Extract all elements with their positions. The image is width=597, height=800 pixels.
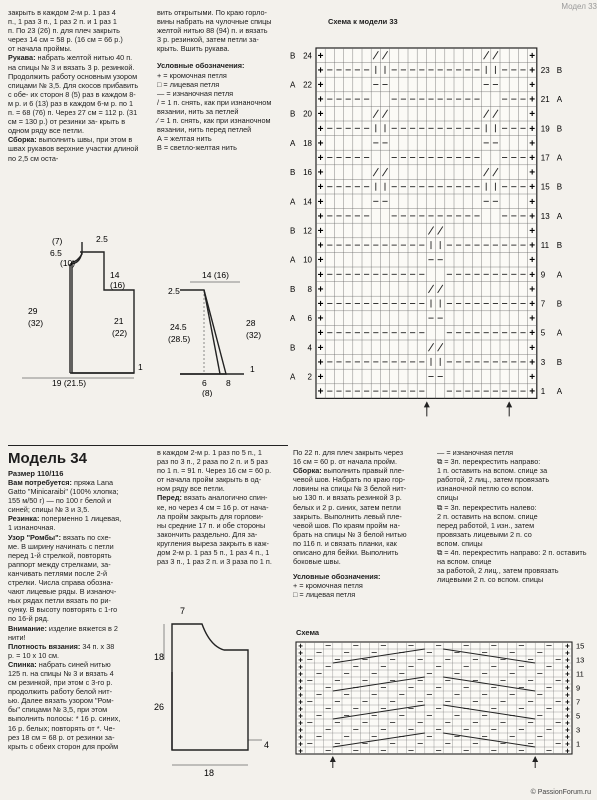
row-color-label: В (556, 299, 563, 309)
text-line: работой, 2 лиц., затем провязать (437, 475, 550, 485)
row-color-label: В (290, 343, 296, 353)
dim-label: 24.5 (170, 322, 187, 332)
row-number: 20 (303, 109, 312, 119)
dim-label: 6.5 (50, 248, 62, 258)
model34-column-1 (8, 478, 148, 751)
text-line: ла пройм закрыть для горлови- (157, 511, 264, 521)
row-color-label: А (290, 138, 296, 148)
column-1 (8, 8, 140, 163)
text-line: через 14 см = 58 р. (16 см = 66 р.) (8, 35, 123, 45)
edge-stitch: + (298, 697, 303, 707)
dim-label: 1 (250, 364, 255, 374)
row-color-label: А (556, 95, 563, 105)
row-number: 14 (303, 197, 312, 207)
edge-stitch: + (317, 328, 324, 340)
text-line: ью. Далее вязать узором "Ром- (8, 696, 114, 706)
legend-item: В = светло-желтая нить (157, 143, 237, 153)
text-line: ⧉ = 3п. перекрестить налево: (437, 502, 537, 512)
row-number: 4 (307, 343, 312, 353)
row-color-label: А (290, 372, 296, 382)
text-line: Плотность вязания: 34 п. х 38 (8, 641, 115, 651)
row-number: 24 (303, 51, 312, 61)
edge-stitch: + (317, 123, 324, 135)
repeat-arrow-head (330, 756, 336, 762)
m34-legend-title: Условные обозначения: (293, 572, 381, 582)
model34-column-2 (157, 448, 289, 566)
text-line: рез 18 см = 68 р. от резинки за- (8, 732, 115, 742)
row-number: 12 (303, 226, 312, 236)
model34-column-4 (437, 448, 589, 584)
row-number: 2 (307, 372, 312, 382)
row-number: 7 (540, 299, 546, 309)
edge-stitch: + (298, 690, 303, 700)
model34-column-3 (293, 448, 433, 600)
outline (180, 290, 226, 374)
text-line: 155 м/50 г) — по 100 г белой и (8, 496, 112, 506)
legend-item: □ = лицевая петля (157, 79, 220, 89)
edge-stitch: + (317, 211, 324, 223)
schema33-title: Схема к модели 33 (328, 17, 398, 26)
row-number: 15 (576, 641, 585, 651)
edge-stitch: + (529, 226, 536, 237)
text-line: ном ряду все петли. (157, 484, 225, 494)
edge-stitch: + (565, 662, 570, 672)
edge-stitch: + (529, 357, 536, 369)
text-line: стрелки. Числа справа обозна- (8, 578, 114, 588)
outline (172, 624, 248, 750)
edge-stitch: + (529, 342, 536, 354)
edge-stitch: + (298, 669, 303, 679)
edge-stitch: + (529, 372, 536, 383)
m34-legend (293, 581, 433, 599)
text-line: описано для бейки. Выполнить (293, 548, 399, 558)
row-number: 10 (303, 255, 312, 265)
text-line: — = изнаночная петля (437, 448, 514, 457)
text-line: Сборка: выполнить правый пле- (293, 466, 405, 476)
text-line: Узор "Ромбы": вязать по схе- (8, 532, 111, 542)
row-color-label: В (556, 65, 563, 75)
text-line: по 116 п. и связать планки, как (293, 538, 397, 548)
edge-stitch: + (317, 372, 324, 383)
assembly-paragraph: Сборка: выполнить швы, при этом в швах рукавов верхние участки длиной по 2,5 см оста- (8, 135, 139, 163)
section-divider (8, 445, 288, 446)
text-line: п., 1 раз 3 п., 1 раз 2 п. и 1 раз 1 (8, 17, 117, 27)
edge-stitch: + (298, 746, 303, 756)
dim-label: 28 (246, 318, 256, 328)
text-line: Вам потребуется: пряжа Lana (8, 478, 114, 487)
edge-stitch: + (317, 167, 324, 179)
edge-stitch: + (298, 683, 303, 693)
text-line: желтой нитью 88 (94) п. и вязать (157, 26, 268, 36)
edge-stitch: + (317, 109, 324, 121)
text-line: 1 п. оставить на вспом. спице за (437, 466, 548, 476)
edge-stitch: + (529, 299, 536, 310)
text-line: чают лицевые ряды. В изнаноч- (8, 587, 117, 597)
legend-item: А = желтая нить (157, 134, 212, 144)
footer-watermark: © PassionForum.ru (530, 789, 591, 796)
dim-label: 29 (28, 306, 38, 316)
text-line: чевой шов. По краям пройм на- (293, 520, 400, 530)
row-number: 3 (540, 357, 546, 367)
text-line: закончить раздельно. Для за- (157, 529, 258, 539)
col1-text (8, 8, 140, 53)
text-line: Внимание: изделие вяжется в 2 (8, 623, 118, 633)
edge-stitch: + (529, 284, 536, 296)
row-color-label: В (556, 241, 563, 251)
edge-stitch: + (565, 718, 570, 728)
text-line: закрыть в каждом 2-м р. 1 раз 4 (8, 8, 116, 17)
row-color-label: А (556, 153, 563, 163)
edge-stitch: + (298, 711, 303, 721)
schema34-title: Схема (296, 628, 320, 637)
edge-stitch: + (529, 255, 536, 267)
edge-stitch: + (529, 94, 536, 106)
text-line: 16 см = 60 р. от начала пройм. (293, 457, 397, 467)
sleeve-paragraph: Рукава: набрать желтой нитью 40 п. на спицы № 3 и вязать 3 р. резинкой. Продолжить работу основным узором спицами № 3,5. Для скосов прибавить с обе- их сторон 8 (5) раз в каждом 8-м р. и 6 (13) раз в каждом 6-м р. по 1 п. = 68 (76) п. Через 27 см = 112 р. (31 см = 130 р.) от резинки за- крыть в одном ряду все петли. (8, 53, 139, 136)
text-line: перед работой, 1 изн., затем (437, 520, 535, 530)
edge-stitch: + (317, 50, 324, 62)
text-line: вины набрать на чулочные спицы (157, 17, 272, 27)
edge-stitch: + (317, 226, 324, 237)
dim-label: 8 (226, 378, 231, 388)
edge-stitch: + (565, 655, 570, 665)
edge-stitch: + (298, 704, 303, 714)
legend-item: ⁄ = 1 п. снять, как при изнаночном (157, 116, 271, 126)
row-number: 17 (540, 153, 550, 163)
row-number: 13 (576, 655, 585, 665)
dim-label: 18 (204, 768, 215, 778)
text-line: от начала пройм закрыть в од- (157, 475, 262, 485)
edge-stitch: + (565, 704, 570, 714)
edge-stitch: + (529, 240, 536, 252)
legend-title: Условные обозначения: (157, 61, 245, 71)
dim-label: 4 (264, 740, 270, 750)
row-number: 5 (540, 328, 546, 338)
dim-label: (32) (28, 318, 44, 328)
dim-label: 2.5 (96, 234, 108, 244)
edge-stitch: + (529, 50, 536, 62)
edge-stitch: + (298, 732, 303, 742)
text-line: вить открытыми. По краю горло- (157, 8, 267, 17)
repeat-arrow-head (532, 756, 538, 762)
edge-stitch: + (529, 328, 536, 340)
text-line: ловины на спицы № 3 белой нит- (293, 484, 407, 494)
text-line: п. По 23 (26) п. для плеч закрыть (8, 26, 120, 36)
row-number: 7 (576, 697, 581, 707)
row-color-label: В (290, 168, 296, 178)
text-line: 1 изнаночная. (8, 523, 56, 533)
row-number: 13 (540, 211, 550, 221)
text-line: нити! (8, 632, 26, 642)
edge-stitch: + (565, 648, 570, 658)
schema34-grid (290, 640, 590, 770)
row-color-label: В (556, 182, 563, 192)
text-line: Gatto "Minicaraibi" (100% хлопка; (8, 487, 119, 497)
row-color-label: В (556, 357, 563, 367)
edge-stitch: + (529, 196, 536, 208)
repeat-arrow-head (424, 401, 430, 407)
dim-label: 14 (16) (202, 270, 229, 280)
sleeve-pattern-diagram (160, 262, 280, 397)
dim-label: (10) (60, 258, 76, 268)
text-line: изнаночной петлю со вспом. (437, 484, 534, 494)
edge-stitch: + (565, 676, 570, 686)
text-line: ны средние 17 п. и обе стороны (157, 520, 266, 530)
row-color-label: А (556, 211, 563, 221)
text-line: бы" спицами № 3,5, при этом (8, 705, 108, 715)
text-line: боковые швы. (293, 557, 341, 567)
legend-item: + = кромочная петля (293, 581, 363, 591)
dim-label: 18 (154, 652, 165, 662)
row-color-label: В (556, 124, 563, 134)
edge-stitch: + (298, 718, 303, 728)
text-line: спицы (437, 493, 459, 503)
edge-stitch: + (529, 109, 536, 121)
assembly-label: Сборка: (8, 135, 37, 145)
legend-item: — = изнаночная петля (157, 88, 234, 98)
text-line: ных рядах петли вязать по ри- (8, 596, 111, 606)
dim-label: 6 (202, 378, 207, 388)
edge-stitch: + (298, 725, 303, 735)
edge-stitch: + (317, 240, 324, 252)
legend-item: □ = лицевая петля (293, 590, 356, 600)
edge-stitch: + (317, 153, 324, 164)
repeat-arrow-head (506, 401, 512, 407)
edge-stitch: + (565, 683, 570, 693)
row-color-label: А (290, 80, 296, 90)
text-line: сунку. В высоту повторять с 1-го (8, 605, 118, 615)
edge-stitch: + (317, 386, 324, 398)
text-line: р. = 10 х 10 см. (8, 650, 60, 660)
sleeve-label: Рукава: (8, 53, 36, 63)
dim-label: (32) (246, 330, 262, 340)
edge-stitch: + (298, 648, 303, 658)
row-number: 5 (576, 711, 581, 721)
edge-stitch: + (529, 138, 536, 150)
edge-stitch: + (529, 211, 536, 223)
text-line: Резинка: поперменно 1 лицевая, (8, 514, 122, 524)
text-line: в каждом 2-м р. 1 раз по 5 п., 1 (157, 448, 262, 457)
text-line: раппорт между стрелками, за- (8, 559, 111, 569)
row-color-label: А (556, 328, 563, 338)
edge-stitch: + (298, 641, 303, 651)
row-number: 1 (576, 739, 581, 749)
model34-size: Размер 110/116 (8, 469, 64, 478)
text-line: Спинка: набрать синей нитью (8, 659, 111, 669)
row-number: 1 (540, 387, 546, 397)
edge-stitch: + (317, 65, 324, 77)
row-number: 19 (540, 124, 550, 134)
edge-stitch: + (317, 138, 324, 150)
dim-label: 7 (180, 606, 186, 616)
text-line: белых и 2 р. синих, затем петли (293, 502, 401, 512)
text-line: перед 1-й стрелкой, повторять (8, 550, 112, 560)
text-line: выполнить полосы: * 16 р. синих, (8, 714, 121, 724)
row-number: 15 (540, 182, 550, 192)
text-line: кругления выреза закрыть в каж- (157, 538, 269, 548)
schema33-grid (288, 44, 592, 434)
dim-label: (28.5) (168, 334, 191, 344)
row-number: 22 (303, 80, 312, 90)
back-pattern-diagram (22, 228, 154, 388)
text-line: 125 п. на спицы № 3 и вязать 4 (8, 668, 114, 678)
text-line: ме. В ширину начинать с петли (8, 541, 114, 551)
edge-stitch: + (317, 284, 324, 296)
text-line: от начала проймы. (8, 44, 72, 54)
text-line: крыть. Вшить рукава. (157, 44, 230, 54)
edge-stitch: + (317, 357, 324, 369)
legend-item: вязании, нить перед петлей (157, 125, 252, 135)
text-line: раз 3 п., 1 раз 2 п. и 3 раза по 1 п. (157, 557, 272, 567)
corner-mark: Модел 33 (561, 2, 597, 11)
row-number: 6 (307, 314, 312, 324)
edge-stitch: + (565, 739, 570, 749)
edge-stitch: + (529, 386, 536, 398)
row-color-label: А (556, 387, 563, 397)
text-line: раз по 3 п., 2 раза по 2 п. и 5 раз (157, 457, 268, 467)
edge-stitch: + (317, 196, 324, 208)
text-line: см резинкой, при этом с 3-го р. (8, 678, 113, 688)
row-color-label: А (290, 255, 296, 265)
row-number: 3 (576, 725, 581, 735)
text-line: 3 р. резинкой, затем петли за- (157, 35, 259, 45)
edge-stitch: + (565, 641, 570, 651)
edge-stitch: + (298, 676, 303, 686)
edge-stitch: + (529, 167, 536, 179)
edge-stitch: + (317, 342, 324, 354)
edge-stitch: + (529, 123, 536, 135)
text-line: синей; спицы № 3 и 3,5. (8, 505, 90, 515)
text-line: провязать лицевыми 2 п. со (437, 529, 532, 539)
legend-list (157, 71, 282, 153)
text-line: канчивать петлями после 2-й (8, 568, 108, 578)
text-line: По 22 п. для плеч закрыть через (293, 448, 404, 457)
edge-stitch: + (317, 255, 324, 267)
edge-stitch: + (317, 94, 324, 106)
edge-stitch: + (317, 269, 324, 281)
edge-stitch: + (529, 313, 536, 325)
text-line: чевой шов. Набрать по краю гор- (293, 475, 406, 485)
row-number: 9 (540, 270, 546, 280)
text-line: Перед: вязать аналогично спин- (157, 493, 268, 503)
text-line: 16 р. белых; повторять от *. Че- (8, 723, 116, 733)
edge-stitch: + (317, 80, 324, 91)
edge-stitch: + (317, 299, 324, 310)
edge-stitch: + (565, 732, 570, 742)
text-line: 2 п. оставить на вспом. спице (437, 511, 538, 521)
legend-item: + = кромочная петля (157, 70, 227, 80)
dim-label: (16) (110, 280, 126, 290)
column-2 (157, 8, 282, 152)
row-number: 9 (576, 683, 581, 693)
edge-stitch: + (565, 690, 570, 700)
model34-pattern-diagram (152, 600, 292, 780)
legend-item: вязании, нить за петлей (157, 106, 239, 116)
text-line: за работой, 2 лиц., затем провязать лицевыми 2 п. со вспом. спицы (437, 566, 559, 585)
edge-stitch: + (565, 711, 570, 721)
edge-stitch: + (565, 697, 570, 707)
edge-stitch: + (565, 669, 570, 679)
edge-stitch: + (529, 153, 536, 164)
dim-label: 1 (138, 362, 143, 372)
row-color-label: В (290, 51, 296, 61)
edge-stitch: + (565, 746, 570, 756)
row-number: 16 (303, 168, 312, 178)
dim-label: (22) (112, 328, 128, 338)
row-number: 21 (540, 95, 550, 105)
text-line: вспом. спицы (437, 538, 483, 548)
row-number: 23 (540, 65, 550, 75)
dim-label: 14 (110, 270, 120, 280)
outline (72, 242, 134, 373)
edge-stitch: + (317, 182, 324, 194)
text-line: дом 2-м р. 1 раз 5 п., 1 раз 4 п., 1 (157, 548, 270, 558)
row-number: 8 (307, 284, 312, 294)
edge-stitch: + (298, 739, 303, 749)
edge-stitch: + (565, 725, 570, 735)
dim-label: (8) (202, 388, 213, 397)
row-color-label: В (290, 109, 296, 119)
dim-label: (7) (52, 236, 63, 246)
dim-label: 21 (114, 316, 124, 326)
row-color-label: А (556, 270, 563, 280)
text-line: ью 130 п. и вязать резинкой 3 р. (293, 493, 402, 503)
dim-label: 2.5 (168, 286, 180, 296)
row-color-label: В (290, 284, 296, 294)
row-color-label: А (290, 314, 296, 324)
edge-stitch: + (298, 655, 303, 665)
text-line: продолжить работу белой нит- (8, 687, 113, 697)
text-line: ⧉ = 4п. перекрестить направо: 2 п. оставить на вспом. спице (437, 548, 587, 567)
row-number: 11 (540, 241, 550, 251)
edge-stitch: + (529, 80, 536, 91)
row-number: 18 (303, 138, 312, 148)
text-line: по 1 п. = 91 п. Через 16 см = 60 р. (157, 466, 272, 476)
row-color-label: А (290, 197, 296, 207)
text-line: ке, но через 4 см = 16 р. от нача- (157, 502, 269, 512)
text-line: брать на спицы № 3 белой нитью (293, 529, 407, 539)
edge-stitch: + (298, 662, 303, 672)
text-line: закрыть. Выполнить левый пле- (293, 511, 402, 521)
edge-stitch: + (529, 269, 536, 281)
dim-label: 19 (21.5) (52, 378, 87, 388)
legend-item: / = 1 п. снять, как при изнаночном (157, 97, 272, 107)
sleeve-edge (204, 290, 220, 374)
row-number: 11 (576, 669, 584, 679)
edge-stitch: + (529, 182, 536, 194)
col2-text (157, 8, 282, 53)
text-line: по 16-й ряд. (8, 614, 49, 624)
dim-label: 26 (154, 702, 165, 712)
text-line: крыть с обеих сторон для пройм (8, 741, 119, 751)
row-color-label: В (290, 226, 296, 236)
text-line: ⧉ = 3п. перекрестить направо: (437, 457, 541, 467)
model34-title: Модель 34 (8, 450, 87, 467)
edge-stitch: + (529, 65, 536, 77)
edge-stitch: + (317, 313, 324, 325)
